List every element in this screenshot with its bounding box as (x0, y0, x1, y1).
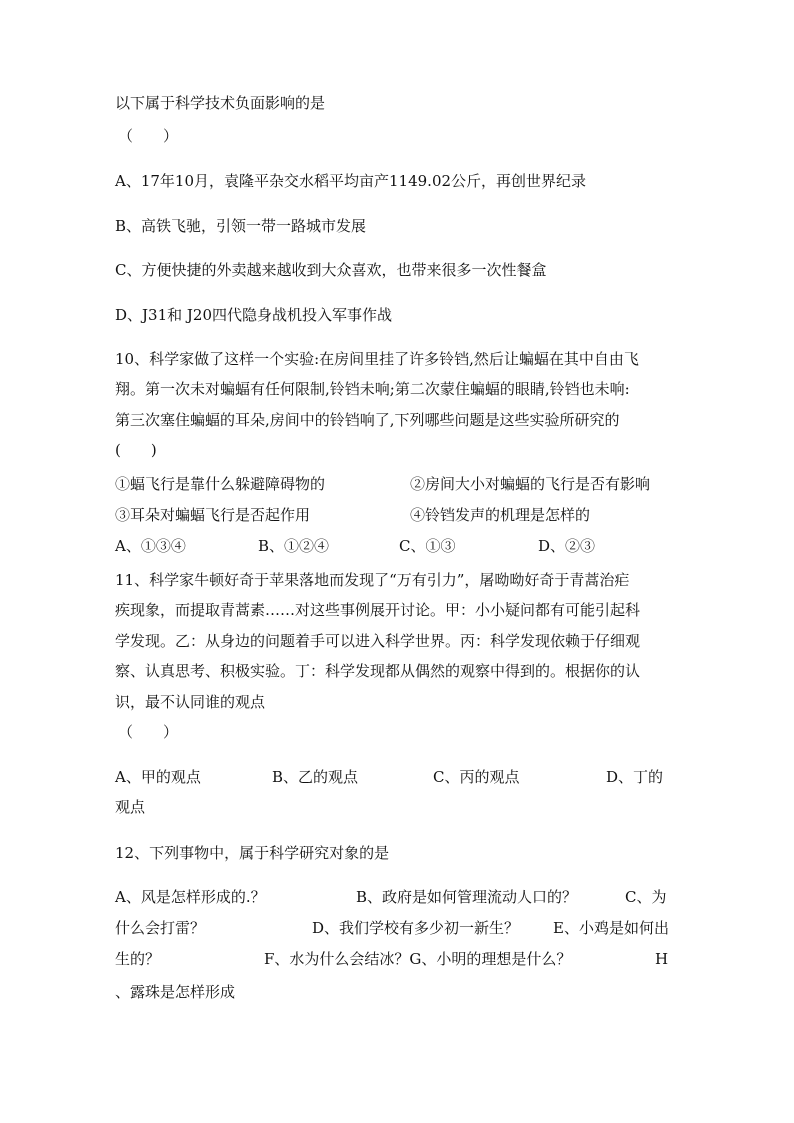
q12-option-text: A、风是怎样形成的.？ (115, 888, 266, 906)
q9-option-a: A、17年10月，袁隆平杂交水稻平均亩产1149.02公斤，再创世界纪录 (115, 172, 587, 190)
q11-option-d-continued: 观点 (115, 798, 146, 816)
q12-option-text: 什么会打雷？ (115, 919, 206, 937)
q11-stem-line: 识，最不认同谁的观点 (115, 693, 266, 711)
q12-option-text: 、露珠是怎样形成 (115, 983, 236, 1001)
q12-stem: 12、下列事物中，属于科学研究对象的是 (115, 844, 390, 862)
q10-item-1: ①蝠飞行是靠什么躲避障碍物的 (115, 475, 326, 493)
q12-option-text: F、水为什么会结冰？G、小明的理想是什么？ (264, 950, 572, 968)
q10-option-c: C、①③ (399, 537, 456, 555)
q11-option-a: A、甲的观点 (115, 768, 201, 786)
q12-option-text: E、小鸡是如何出 (553, 919, 669, 937)
q10-stem-line: 第三次塞住蝙蝠的耳朵,房间中的铃铛响了,下列哪些问题是这些实验所研究的 (115, 411, 620, 429)
q12-option-text: H (655, 950, 669, 968)
q11-answer-paren: （ ） (118, 723, 179, 741)
q10-stem-line: 翔。第一次未对蝙蝠有任何限制,铃铛未响;第二次蒙住蝙蝠的眼睛,铃铛也未响: (115, 380, 630, 398)
q12-option-text: 生的？ (115, 950, 161, 968)
q9-answer-paren: （ ） (118, 127, 179, 145)
q10-option-a: A、①③④ (115, 537, 186, 555)
q11-option-b: B、乙的观点 (272, 768, 359, 786)
q11-stem-line: 11、科学家牛顿好奇于苹果落地而发现了“万有引力”，屠呦呦好奇于青蒿治疟 (115, 571, 630, 589)
q11-stem-line: 察、认真思考、积极实验。丁：科学发现都从偶然的观察中得到的。根据你的认 (115, 662, 641, 680)
q10-option-b: B、①②④ (258, 537, 330, 555)
q12-option-text: D、我们学校有多少初一新生？ (312, 919, 520, 937)
q10-item-2: ②房间大小对蝙蝠的飞行是否有影响 (410, 475, 651, 493)
q10-option-d: D、②③ (538, 537, 596, 555)
q12-option-text: C、为 (625, 888, 667, 906)
q9-option-b: B、高铁飞驰，引领一带一路城市发展 (115, 217, 367, 235)
q10-stem-line: 10、科学家做了这样一个实验:在房间里挂了许多铃铛,然后让蝙蝠在其中自由飞 (115, 350, 639, 368)
q11-option-c: C、丙的观点 (433, 768, 520, 786)
q10-item-4: ④铃铛发声的机理是怎样的 (410, 506, 591, 524)
q9-option-d: D、J31和 J20四代隐身战机投入军事作战 (115, 306, 392, 324)
q10-item-3: ③耳朵对蝙蝠飞行是否起作用 (115, 506, 311, 524)
q10-answer-paren: ( ) (115, 441, 157, 459)
q12-option-text: B、政府是如何管理流动人口的？ (356, 888, 578, 906)
q9-stem: 以下属于科学技术负面影响的是 (115, 94, 326, 112)
q11-stem-line: 疾现象，而提取青蒿素……对这些事例展开讨论。甲：小小疑问都有可能引起科 (115, 601, 641, 619)
q9-option-c: C、方便快捷的外卖越来越收到大众喜欢，也带来很多一次性餐盒 (115, 261, 547, 279)
q11-option-d: D、丁的 (606, 768, 664, 786)
q11-stem-line: 学发现。乙：从身边的问题着手可以进入科学世界。丙：科学发现依赖于仔细观 (115, 632, 641, 650)
